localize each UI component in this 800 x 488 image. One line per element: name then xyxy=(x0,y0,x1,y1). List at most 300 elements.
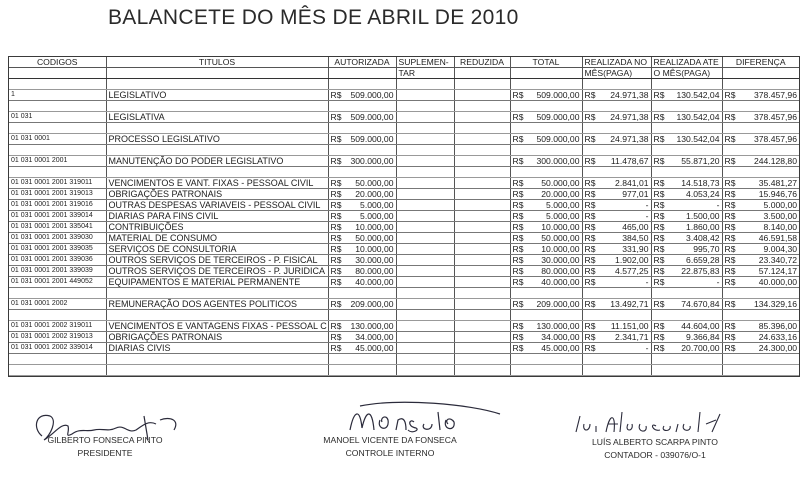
currency-symbol: R$ xyxy=(653,332,665,342)
cell-code: 01 031 0001 2001 xyxy=(9,156,106,167)
currency-symbol: R$ xyxy=(653,233,665,243)
cell-realizada-mes-value: 977,01 xyxy=(622,189,649,199)
currency-symbol: R$ xyxy=(330,321,342,331)
cell-title: OUTROS SERVIÇOS DE TERCEIROS - P. JURIDICA xyxy=(106,266,328,277)
cell-realizada-mes-value: 24.971,38 xyxy=(610,112,649,122)
cell-autorizada xyxy=(328,134,396,145)
currency-symbol: R$ xyxy=(724,277,736,287)
cell-realizada-ate xyxy=(651,299,722,310)
cell-realizada-ate xyxy=(651,211,722,222)
cell-total xyxy=(510,233,582,244)
cell-diferenca-value: 378.457,96 xyxy=(753,90,797,100)
currency-symbol: R$ xyxy=(653,134,665,144)
currency-symbol: R$ xyxy=(584,321,596,331)
currency-symbol: R$ xyxy=(512,178,524,188)
cell-realizada-ate-value: 130.542,04 xyxy=(676,90,720,100)
cell-realizada-mes-value: 13.492,71 xyxy=(610,299,649,309)
currency-symbol: R$ xyxy=(584,266,596,276)
cell-autorizada-value: 34.000,00 xyxy=(355,332,394,342)
currency-symbol: R$ xyxy=(512,222,524,232)
cell-diferenca xyxy=(722,299,799,310)
signature-role-controle: CONTROLE INTERNO xyxy=(345,448,435,458)
cell-reduzida xyxy=(454,233,510,244)
table-row xyxy=(9,343,799,354)
cell-title: MATERIAL DE CONSUMO xyxy=(106,233,328,244)
cell-autorizada xyxy=(328,90,396,101)
cell-title: VENCIMENTOS E VANTAGENS FIXAS - PESSOAL C xyxy=(106,321,328,332)
currency-symbol: R$ xyxy=(724,343,736,353)
cell-total-value: 45.000,00 xyxy=(541,343,580,353)
currency-symbol: R$ xyxy=(584,343,596,353)
cell-realizada-mes-value: - xyxy=(645,200,649,210)
currency-symbol: R$ xyxy=(584,255,596,265)
cell-code: 01 031 0001 2001 339035 xyxy=(9,244,106,255)
currency-symbol: R$ xyxy=(653,200,665,210)
cell-realizada-ate xyxy=(651,178,722,189)
cell-realizada-ate xyxy=(651,200,722,211)
cell-total-value: 5.000,00 xyxy=(546,200,580,210)
cell-realizada-mes xyxy=(582,200,651,211)
cell-autorizada xyxy=(328,156,396,167)
cell-realizada-mes xyxy=(582,233,651,244)
cell-total xyxy=(510,343,582,354)
cell-code: 01 031 0001 2001 339036 xyxy=(9,255,106,266)
cell-autorizada xyxy=(328,200,396,211)
currency-symbol: R$ xyxy=(330,90,342,100)
cell-autorizada-value: 5.000,00 xyxy=(360,200,394,210)
cell-diferenca xyxy=(722,90,799,101)
cell-realizada-mes xyxy=(582,299,651,310)
cell-diferenca-value: 378.457,96 xyxy=(753,134,797,144)
currency-symbol: R$ xyxy=(512,211,524,221)
cell-reduzida xyxy=(454,266,510,277)
cell-total xyxy=(510,156,582,167)
cell-realizada-ate-value: - xyxy=(716,200,720,210)
cell-reduzida xyxy=(454,277,510,288)
table-row xyxy=(9,255,799,266)
cell-diferenca xyxy=(722,112,799,123)
currency-symbol: R$ xyxy=(724,90,736,100)
cell-autorizada-value: 50.000,00 xyxy=(355,233,394,243)
cell-reduzida xyxy=(454,134,510,145)
currency-symbol: R$ xyxy=(653,244,665,254)
currency-symbol: R$ xyxy=(653,112,665,122)
cell-diferenca xyxy=(722,321,799,332)
currency-symbol: R$ xyxy=(512,189,524,199)
cell-diferenca-value: 8.140,00 xyxy=(763,222,797,232)
cell-realizada-ate-value: 74.670,84 xyxy=(681,299,720,309)
currency-symbol: R$ xyxy=(653,156,665,166)
cell-realizada-ate xyxy=(651,343,722,354)
cell-title: OBRIGAÇÕES PATRONAIS xyxy=(106,189,328,200)
cell-realizada-mes xyxy=(582,90,651,101)
table-row xyxy=(9,277,799,288)
cell-code: 01 031 0001 2001 449052 xyxy=(9,277,106,288)
cell-total xyxy=(510,222,582,233)
cell-autorizada-value: 209.000,00 xyxy=(350,299,394,309)
currency-symbol: R$ xyxy=(584,200,596,210)
header-realizada-ate-line2: O MÊS(PAGA) xyxy=(651,68,722,79)
cell-realizada-ate xyxy=(651,255,722,266)
currency-symbol: R$ xyxy=(512,255,524,265)
cell-autorizada-value: 300.000,00 xyxy=(350,156,394,166)
currency-symbol: R$ xyxy=(653,343,665,353)
cell-realizada-ate xyxy=(651,321,722,332)
cell-diferenca xyxy=(722,233,799,244)
table-row xyxy=(9,321,799,332)
currency-symbol: R$ xyxy=(330,343,342,353)
cell-reduzida xyxy=(454,178,510,189)
cell-total xyxy=(510,134,582,145)
cell-realizada-ate-value: - xyxy=(716,277,720,287)
balance-sheet-table xyxy=(8,56,800,377)
cell-diferenca-value: 46.591,58 xyxy=(758,233,797,243)
spacer-row xyxy=(9,365,799,376)
spacer-row xyxy=(9,123,799,134)
cell-diferenca-value: 24.300,00 xyxy=(758,343,797,353)
cell-total xyxy=(510,321,582,332)
currency-symbol: R$ xyxy=(330,200,342,210)
signature-role-presidente: PRESIDENTE xyxy=(77,448,133,458)
header-total: TOTAL xyxy=(510,57,582,68)
currency-symbol: R$ xyxy=(330,332,342,342)
cell-diferenca-value: 5.000,00 xyxy=(763,200,797,210)
cell-autorizada xyxy=(328,112,396,123)
cell-realizada-ate-value: 14.518,73 xyxy=(681,178,720,188)
header-autorizada: AUTORIZADA xyxy=(328,57,396,68)
currency-symbol: R$ xyxy=(330,299,342,309)
cell-suplementar xyxy=(396,299,454,310)
currency-symbol: R$ xyxy=(512,332,524,342)
cell-total-value: 30.000,00 xyxy=(541,255,580,265)
header-realizada-mes: REALIZADA NO xyxy=(582,57,651,68)
currency-symbol: R$ xyxy=(330,277,342,287)
cell-code: 01 031 0001 2002 xyxy=(9,299,106,310)
cell-realizada-ate-value: 55.871,20 xyxy=(681,156,720,166)
cell-autorizada-value: 509.000,00 xyxy=(350,112,394,122)
header-realizada-mes-line2: MÊS(PAGA) xyxy=(582,68,651,79)
cell-realizada-ate xyxy=(651,112,722,123)
cell-code: 01 031 0001 2001 339014 xyxy=(9,211,106,222)
cell-autorizada-value: 10.000,00 xyxy=(355,222,394,232)
currency-symbol: R$ xyxy=(584,134,596,144)
cell-suplementar xyxy=(396,321,454,332)
cell-title: REMUNERAÇÃO DOS AGENTES POLITICOS xyxy=(106,299,328,310)
currency-symbol: R$ xyxy=(584,90,596,100)
cell-suplementar xyxy=(396,178,454,189)
cell-realizada-mes xyxy=(582,244,651,255)
currency-symbol: R$ xyxy=(512,134,524,144)
spacer-row xyxy=(9,310,799,321)
cell-realizada-mes-value: - xyxy=(645,277,649,287)
table-row xyxy=(9,299,799,310)
cell-total xyxy=(510,299,582,310)
cell-realizada-mes xyxy=(582,156,651,167)
currency-symbol: R$ xyxy=(653,90,665,100)
cell-realizada-mes xyxy=(582,277,651,288)
cell-realizada-mes xyxy=(582,112,651,123)
currency-symbol: R$ xyxy=(584,244,596,254)
cell-code: 01 031 xyxy=(9,112,106,123)
cell-reduzida xyxy=(454,112,510,123)
currency-symbol: R$ xyxy=(330,233,342,243)
cell-reduzida xyxy=(454,90,510,101)
cell-realizada-mes-value: 384,50 xyxy=(622,233,649,243)
cell-realizada-ate xyxy=(651,134,722,145)
cell-autorizada xyxy=(328,266,396,277)
cell-diferenca xyxy=(722,266,799,277)
cell-title: OUTROS SERVIÇOS DE TERCEIROS - P. FISICAL xyxy=(106,255,328,266)
cell-diferenca xyxy=(722,332,799,343)
currency-symbol: R$ xyxy=(584,189,596,199)
cell-total xyxy=(510,332,582,343)
currency-symbol: R$ xyxy=(330,156,342,166)
currency-symbol: R$ xyxy=(653,211,665,221)
cell-reduzida xyxy=(454,244,510,255)
cell-title: LEGISLATIVA xyxy=(106,112,328,123)
cell-autorizada xyxy=(328,332,396,343)
currency-symbol: R$ xyxy=(724,244,736,254)
cell-autorizada xyxy=(328,178,396,189)
cell-diferenca xyxy=(722,222,799,233)
cell-realizada-ate xyxy=(651,222,722,233)
cell-total-value: 10.000,00 xyxy=(541,244,580,254)
currency-symbol: R$ xyxy=(330,134,342,144)
currency-symbol: R$ xyxy=(330,266,342,276)
table-row xyxy=(9,90,799,101)
cell-diferenca-value: 3.500,00 xyxy=(763,211,797,221)
cell-autorizada-value: 10.000,00 xyxy=(355,244,394,254)
currency-symbol: R$ xyxy=(512,277,524,287)
currency-symbol: R$ xyxy=(724,233,736,243)
currency-symbol: R$ xyxy=(584,332,596,342)
table-row xyxy=(9,332,799,343)
cell-realizada-ate xyxy=(651,90,722,101)
cell-suplementar xyxy=(396,211,454,222)
currency-symbol: R$ xyxy=(724,321,736,331)
currency-symbol: R$ xyxy=(584,112,596,122)
cell-suplementar xyxy=(396,332,454,343)
cell-realizada-ate-value: 995,70 xyxy=(693,244,720,254)
currency-symbol: R$ xyxy=(584,299,596,309)
cell-realizada-ate-value: 1.860,00 xyxy=(686,222,720,232)
currency-symbol: R$ xyxy=(653,299,665,309)
currency-symbol: R$ xyxy=(330,112,342,122)
cell-autorizada-value: 45.000,00 xyxy=(355,343,394,353)
currency-symbol: R$ xyxy=(512,200,524,210)
cell-code: 1 xyxy=(9,90,106,101)
cell-autorizada xyxy=(328,299,396,310)
cell-title: MANUTENÇÃO DO PODER LEGISLATIVO xyxy=(106,156,328,167)
cell-total xyxy=(510,90,582,101)
signature-name-presidente: GILBERTO FONSECA PINTO xyxy=(47,435,163,445)
cell-realizada-ate-value: 1.500,00 xyxy=(686,211,720,221)
cell-reduzida xyxy=(454,299,510,310)
currency-symbol: R$ xyxy=(653,255,665,265)
document-title: BALANCETE DO MÊS DE ABRIL DE 2010 xyxy=(108,6,519,29)
cell-realizada-mes-value: 2.841,01 xyxy=(615,178,649,188)
currency-symbol: R$ xyxy=(512,299,524,309)
currency-symbol: R$ xyxy=(653,189,665,199)
cell-code: 01 031 0001 2002 339014 xyxy=(9,343,106,354)
cell-title: OBRIGAÇÕES PATRONAIS xyxy=(106,332,328,343)
currency-symbol: R$ xyxy=(724,299,736,309)
header-codigos: CODIGOS xyxy=(9,57,106,68)
cell-realizada-ate-value: 20.700,00 xyxy=(681,343,720,353)
currency-symbol: R$ xyxy=(724,211,736,221)
table-row xyxy=(9,244,799,255)
cell-diferenca xyxy=(722,255,799,266)
cell-realizada-mes xyxy=(582,189,651,200)
cell-title: CONTRIBUIÇÕES xyxy=(106,222,328,233)
cell-autorizada-value: 509.000,00 xyxy=(350,134,394,144)
currency-symbol: R$ xyxy=(584,156,596,166)
cell-total-value: 80.000,00 xyxy=(541,266,580,276)
cell-suplementar xyxy=(396,156,454,167)
cell-total-value: 40.000,00 xyxy=(541,277,580,287)
cell-title: VENCIMENTOS E VANT. FIXAS - PESSOAL CIVIL xyxy=(106,178,328,189)
cell-reduzida xyxy=(454,222,510,233)
cell-title: DIARIAS CIVIS xyxy=(106,343,328,354)
cell-realizada-mes-value: 24.971,38 xyxy=(610,90,649,100)
cell-diferenca xyxy=(722,178,799,189)
cell-total-value: 5.000,00 xyxy=(546,211,580,221)
cell-realizada-ate-value: 3.408,42 xyxy=(686,233,720,243)
cell-suplementar xyxy=(396,244,454,255)
currency-symbol: R$ xyxy=(653,321,665,331)
cell-realizada-ate-value: 22.875,83 xyxy=(681,266,720,276)
header-diferenca: DIFERENÇA xyxy=(722,57,799,68)
cell-realizada-mes xyxy=(582,332,651,343)
cell-diferenca xyxy=(722,244,799,255)
header-titulos: TITULOS xyxy=(106,57,328,68)
cell-realizada-mes xyxy=(582,178,651,189)
cell-code: 01 031 0001 2001 339030 xyxy=(9,233,106,244)
table-row xyxy=(9,178,799,189)
cell-total xyxy=(510,244,582,255)
cell-autorizada-value: 20.000,00 xyxy=(355,189,394,199)
cell-diferenca xyxy=(722,211,799,222)
cell-autorizada xyxy=(328,211,396,222)
table-row xyxy=(9,211,799,222)
cell-title: PROCESSO LEGISLATIVO xyxy=(106,134,328,145)
cell-reduzida xyxy=(454,343,510,354)
table-row xyxy=(9,222,799,233)
cell-autorizada xyxy=(328,222,396,233)
currency-symbol: R$ xyxy=(584,277,596,287)
currency-symbol: R$ xyxy=(584,178,596,188)
currency-symbol: R$ xyxy=(724,156,736,166)
cell-autorizada xyxy=(328,255,396,266)
cell-suplementar xyxy=(396,222,454,233)
table-row xyxy=(9,134,799,145)
currency-symbol: R$ xyxy=(512,90,524,100)
cell-autorizada-value: 509.000,00 xyxy=(350,90,394,100)
cell-total xyxy=(510,189,582,200)
currency-symbol: R$ xyxy=(584,222,596,232)
cell-suplementar xyxy=(396,200,454,211)
currency-symbol: R$ xyxy=(512,244,524,254)
cell-total-value: 34.000,00 xyxy=(541,332,580,342)
cell-total-value: 509.000,00 xyxy=(536,112,580,122)
currency-symbol: R$ xyxy=(330,244,342,254)
cell-suplementar xyxy=(396,189,454,200)
cell-diferenca xyxy=(722,156,799,167)
cell-reduzida xyxy=(454,321,510,332)
cell-realizada-mes xyxy=(582,134,651,145)
cell-realizada-mes xyxy=(582,266,651,277)
cell-suplementar xyxy=(396,343,454,354)
cell-total-value: 130.000,00 xyxy=(536,321,580,331)
currency-symbol: R$ xyxy=(724,222,736,232)
header-realizada-ate: REALIZADA ATE xyxy=(651,57,722,68)
currency-symbol: R$ xyxy=(512,343,524,353)
signature-name-contador: LUÍS ALBERTO SCARPA PINTO xyxy=(592,437,718,447)
header-suplementar-line2: TAR xyxy=(396,68,454,79)
signature-name-controle: MANOEL VICENTE DA FONSECA xyxy=(323,435,457,445)
cell-realizada-ate-value: 130.542,04 xyxy=(676,134,720,144)
spacer-row xyxy=(9,101,799,112)
currency-symbol: R$ xyxy=(724,200,736,210)
signature-role-contador: CONTADOR - 039076/O-1 xyxy=(604,450,706,460)
cell-realizada-ate xyxy=(651,277,722,288)
currency-symbol: R$ xyxy=(724,332,736,342)
cell-code: 01 031 0001 2001 339039 xyxy=(9,266,106,277)
currency-symbol: R$ xyxy=(724,255,736,265)
table-row xyxy=(9,112,799,123)
cell-code: 01 031 0001 2002 319011 xyxy=(9,321,106,332)
cell-realizada-mes xyxy=(582,321,651,332)
cell-realizada-mes-value: 11.478,67 xyxy=(610,156,649,166)
cell-realizada-mes xyxy=(582,211,651,222)
currency-symbol: R$ xyxy=(330,178,342,188)
spacer-row xyxy=(9,288,799,299)
cell-realizada-mes-value: 24.971,38 xyxy=(610,134,649,144)
cell-diferenca-value: 85.396,00 xyxy=(758,321,797,331)
cell-realizada-mes-value: 465,00 xyxy=(622,222,649,232)
cell-total xyxy=(510,211,582,222)
currency-symbol: R$ xyxy=(724,112,736,122)
currency-symbol: R$ xyxy=(330,222,342,232)
currency-symbol: R$ xyxy=(653,277,665,287)
cell-total xyxy=(510,178,582,189)
cell-diferenca xyxy=(722,200,799,211)
currency-symbol: R$ xyxy=(724,178,736,188)
cell-realizada-ate xyxy=(651,332,722,343)
cell-realizada-ate xyxy=(651,244,722,255)
currency-symbol: R$ xyxy=(512,321,524,331)
cell-realizada-ate-value: 44.604,00 xyxy=(681,321,720,331)
cell-realizada-mes-value: 1.902,00 xyxy=(615,255,649,265)
cell-autorizada xyxy=(328,343,396,354)
cell-total-value: 209.000,00 xyxy=(536,299,580,309)
currency-symbol: R$ xyxy=(512,233,524,243)
cell-realizada-mes-value: 2.341,71 xyxy=(615,332,649,342)
cell-realizada-ate-value: 6.659,28 xyxy=(686,255,720,265)
currency-symbol: R$ xyxy=(724,189,736,199)
currency-symbol: R$ xyxy=(584,211,596,221)
currency-symbol: R$ xyxy=(330,211,342,221)
cell-realizada-ate-value: 4.053,24 xyxy=(686,189,720,199)
cell-title: EQUIPAMENTOS E MATERIAL PERMANENTE xyxy=(106,277,328,288)
spacer-row xyxy=(9,167,799,178)
cell-suplementar xyxy=(396,233,454,244)
cell-diferenca-value: 378.457,96 xyxy=(753,112,797,122)
cell-code: 01 031 0001 xyxy=(9,134,106,145)
header-reduzida: REDUZIDA xyxy=(454,57,510,68)
cell-autorizada xyxy=(328,233,396,244)
currency-symbol: R$ xyxy=(584,233,596,243)
